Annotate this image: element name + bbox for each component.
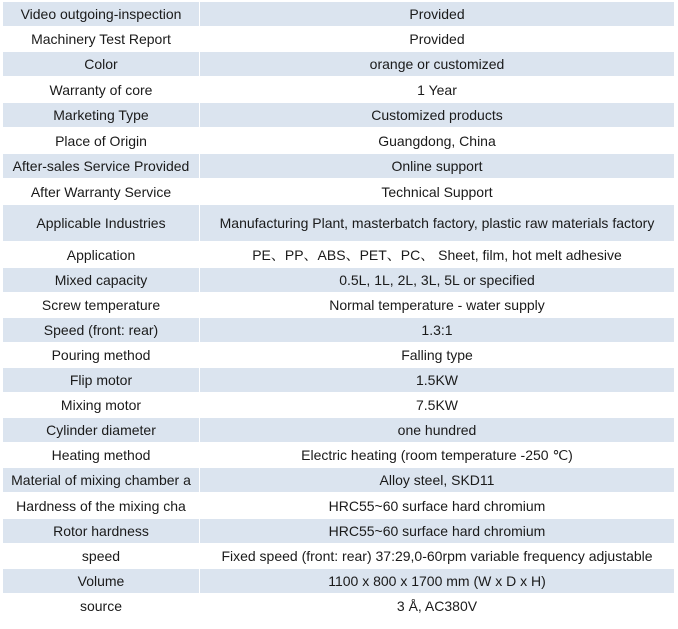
spec-value: PE、PP、ABS、PET、PC、 Sheet, film, hot melt adhesive <box>200 242 675 268</box>
spec-label: Pouring method <box>3 343 200 368</box>
spec-label: Applicable Industries <box>3 205 200 242</box>
spec-label: Material of mixing chamber a <box>3 468 200 493</box>
table-row <box>3 293 675 318</box>
table-row <box>3 393 675 418</box>
table-row <box>3 519 675 544</box>
table-row <box>3 343 675 368</box>
spec-label: Heating method <box>3 443 200 468</box>
spec-table-body <box>3 2 675 619</box>
table-row <box>3 52 675 77</box>
table-row <box>3 368 675 393</box>
table-row <box>3 103 675 128</box>
spec-label: Marketing Type <box>3 103 200 128</box>
spec-value: 1100 x 800 x 1700 mm (W x D x H) <box>200 569 675 594</box>
spec-value: 1.3:1 <box>200 318 675 343</box>
spec-value: Provided <box>200 2 675 27</box>
table-row <box>3 242 675 268</box>
spec-value: Fixed speed (front: rear) 37:29,0-60rpm variable frequency adjustable <box>200 544 675 569</box>
spec-label: Warranty of core <box>3 77 200 103</box>
table-row <box>3 154 675 179</box>
spec-value: Provided <box>200 27 675 52</box>
table-row <box>3 468 675 493</box>
spec-label: Volume <box>3 569 200 594</box>
table-row <box>3 569 675 594</box>
spec-label: Place of Origin <box>3 128 200 154</box>
spec-value: Manufacturing Plant, masterbatch factory, plastic raw materials factory <box>200 205 675 242</box>
spec-value: Online support <box>200 154 675 179</box>
spec-label: Video outgoing-inspection <box>3 2 200 27</box>
spec-value: Technical Support <box>200 179 675 205</box>
spec-value: 1.5KW <box>200 368 675 393</box>
spec-value: 3 Å, AC380V <box>200 594 675 619</box>
spec-value: 7.5KW <box>200 393 675 418</box>
spec-value: Customized products <box>200 103 675 128</box>
table-row <box>3 268 675 293</box>
table-row <box>3 27 675 52</box>
spec-label: source <box>3 594 200 619</box>
spec-value: Guangdong, China <box>200 128 675 154</box>
spec-value: HRC55~60 surface hard chromium <box>200 493 675 519</box>
table-row <box>3 544 675 569</box>
spec-label: Application <box>3 242 200 268</box>
spec-label: speed <box>3 544 200 569</box>
spec-value: 1 Year <box>200 77 675 103</box>
table-row <box>3 179 675 205</box>
spec-value: orange or customized <box>200 52 675 77</box>
spec-label: Screw temperature <box>3 293 200 318</box>
spec-label: Machinery Test Report <box>3 27 200 52</box>
spec-label: Hardness of the mixing cha <box>3 493 200 519</box>
spec-label: Color <box>3 52 200 77</box>
spec-value: 0.5L, 1L, 2L, 3L, 5L or specified <box>200 268 675 293</box>
spec-value: Alloy steel, SKD11 <box>200 468 675 493</box>
spec-label: Cylinder diameter <box>3 418 200 443</box>
spec-value: one hundred <box>200 418 675 443</box>
spec-label: Speed (front: rear) <box>3 318 200 343</box>
spec-label: After-sales Service Provided <box>3 154 200 179</box>
spec-table <box>2 1 675 619</box>
spec-label: Mixed capacity <box>3 268 200 293</box>
table-row <box>3 318 675 343</box>
spec-label: Mixing motor <box>3 393 200 418</box>
spec-value: Electric heating (room temperature -250 ℃) <box>200 443 675 468</box>
spec-value: HRC55~60 surface hard chromium <box>200 519 675 544</box>
spec-label: Rotor hardness <box>3 519 200 544</box>
spec-label: After Warranty Service <box>3 179 200 205</box>
spec-label: Flip motor <box>3 368 200 393</box>
table-row <box>3 594 675 619</box>
table-row <box>3 443 675 468</box>
table-row <box>3 205 675 242</box>
table-row <box>3 2 675 27</box>
table-row <box>3 493 675 519</box>
table-row <box>3 418 675 443</box>
table-row <box>3 77 675 103</box>
table-row <box>3 128 675 154</box>
spec-value: Normal temperature - water supply <box>200 293 675 318</box>
spec-value: Falling type <box>200 343 675 368</box>
